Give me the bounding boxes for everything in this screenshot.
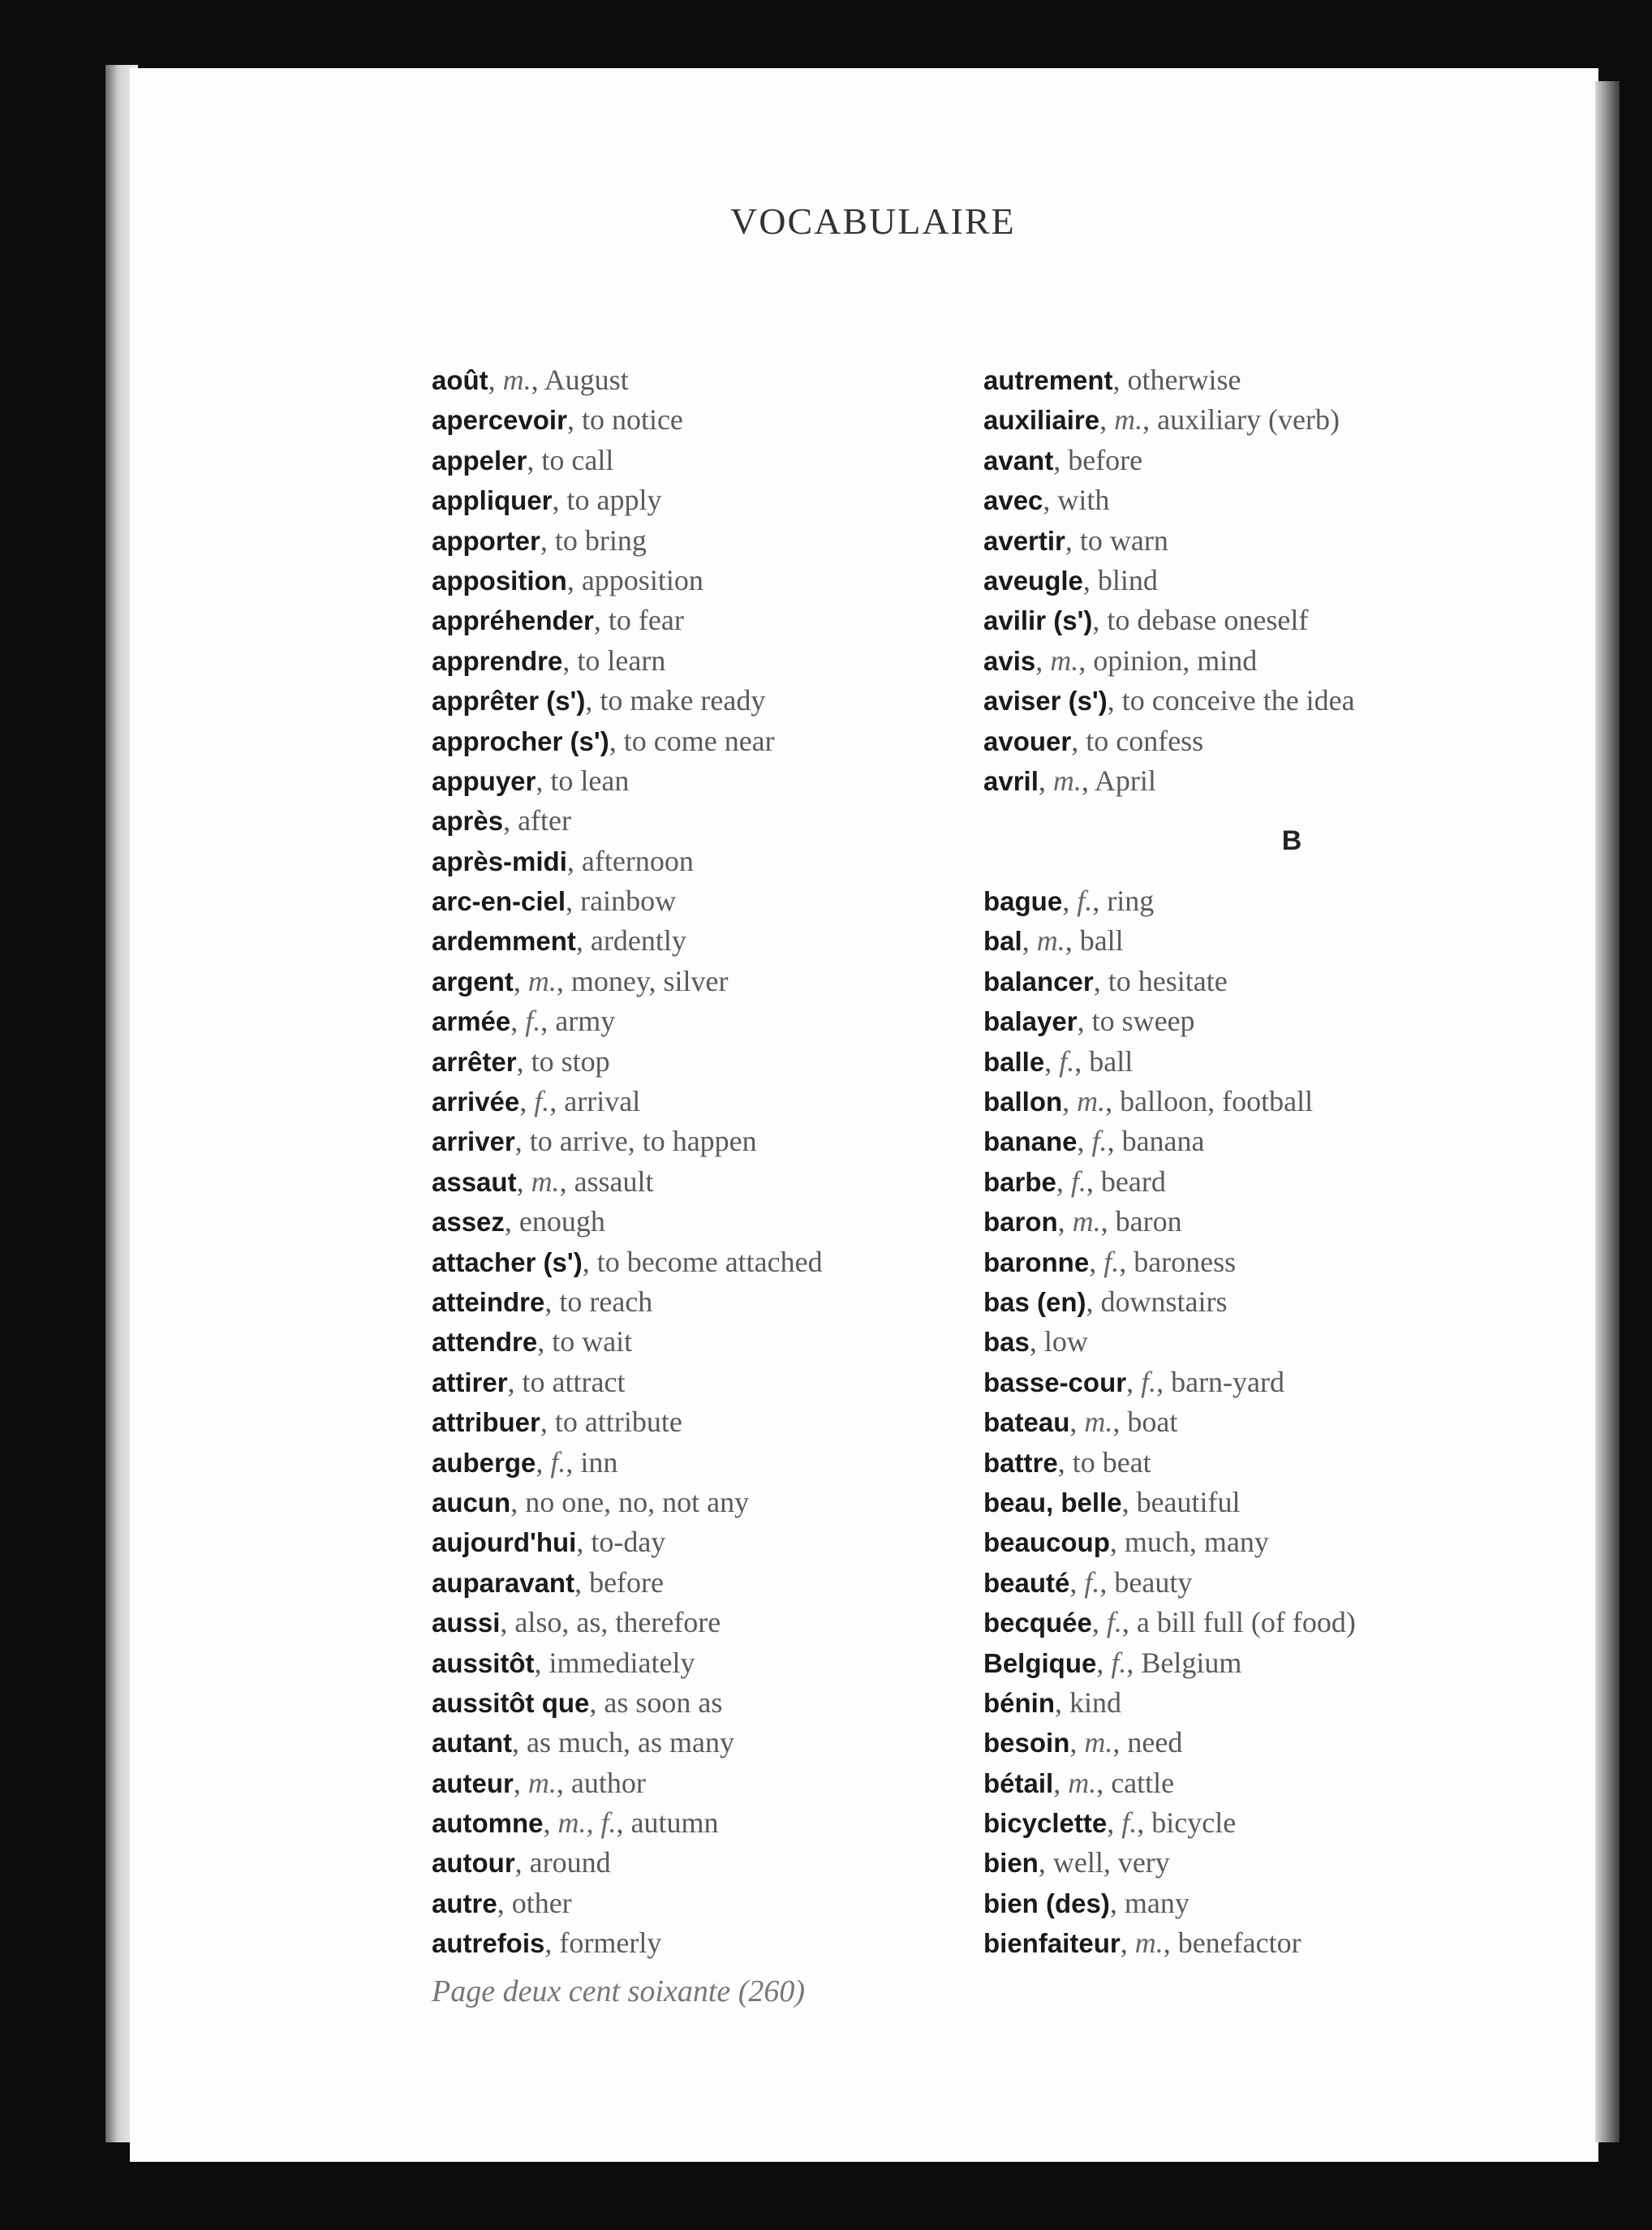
entry-headword: avouer: [983, 725, 1072, 756]
vocabulary-entry: apposition, apposition: [432, 563, 703, 596]
entry-headword: appréhender: [432, 605, 594, 636]
entry-definition: boat: [1127, 1406, 1178, 1439]
entry-headword: assaut: [432, 1166, 517, 1197]
vocabulary-entry: appréhender, to fear: [432, 604, 684, 637]
vocabulary-entry: avilir (s'), to debase oneself: [983, 604, 1309, 637]
vocabulary-column-right: [983, 360, 1600, 1964]
entry-definition: well, very: [1052, 1846, 1170, 1879]
entry-definition: autumn: [630, 1806, 719, 1840]
entry-definition: opinion, mind: [1093, 644, 1258, 677]
entry-gender: f.: [1103, 1245, 1120, 1278]
entry-gender: m.: [1084, 1726, 1113, 1759]
entry-headword: balayer: [983, 1006, 1078, 1037]
entry-gender: f.: [1084, 1565, 1100, 1599]
vocabulary-entry: autrefois, formerly: [432, 1926, 662, 1960]
entry-definition: ring: [1107, 885, 1155, 918]
entry-gender: f.: [1059, 1044, 1075, 1078]
vocabulary-entry: avouer, to confess: [983, 724, 1204, 757]
entry-gender: m.: [1084, 1406, 1113, 1439]
vocabulary-entry: arrêter, to stop: [432, 1044, 610, 1078]
page-right-edge: [1595, 81, 1620, 2142]
vocabulary-entry: après-midi, afternoon: [432, 844, 694, 877]
vocabulary-entry: besoin, m., need: [983, 1726, 1183, 1759]
entry-headword: bas: [983, 1327, 1030, 1358]
entry-headword: barbe: [983, 1166, 1056, 1197]
entry-definition: to debase oneself: [1107, 604, 1309, 637]
entry-headword: automne: [432, 1808, 544, 1839]
entry-definition: kind: [1069, 1685, 1122, 1719]
page-footer: Page deux cent soixante (260): [432, 1974, 806, 2008]
entry-headword: appeler: [432, 445, 527, 476]
entry-headword: autant: [432, 1728, 512, 1759]
entry-headword: bien (des): [983, 1888, 1110, 1918]
vocabulary-entry: avec, with: [983, 484, 1110, 517]
entry-gender: f.: [525, 1005, 541, 1038]
entry-definition: ardently: [590, 924, 686, 958]
vocabulary-entry: beau, belle, beautiful: [983, 1485, 1241, 1518]
vocabulary-entry: apercevoir, to notice: [432, 403, 683, 437]
vocabulary-entry: bague, f., ring: [983, 885, 1155, 918]
vocabulary-entry: basse-cour, f., barn-yard: [983, 1365, 1285, 1398]
entry-headword: arriver: [432, 1126, 515, 1157]
entry-headword: avec: [983, 485, 1043, 516]
entry-definition: banana: [1121, 1125, 1205, 1158]
entry-definition: around: [529, 1846, 611, 1879]
entry-definition: beauty: [1114, 1565, 1193, 1599]
entry-definition: balloon, football: [1120, 1085, 1314, 1118]
section-letter-b: B: [1281, 825, 1302, 857]
vocabulary-entry: battre, to beat: [983, 1445, 1151, 1479]
vocabulary-entry: ardemment, ardently: [432, 924, 686, 958]
entry-definition: benefactor: [1177, 1926, 1301, 1960]
entry-definition: to call: [541, 443, 614, 476]
vocabulary-entry: assaut, m., assault: [432, 1165, 654, 1198]
vocabulary-entry: atteindre, to reach: [432, 1285, 653, 1318]
entry-headword: ballon: [983, 1087, 1063, 1117]
entry-headword: avilir (s'): [983, 605, 1093, 636]
entry-definition: apposition: [581, 563, 703, 596]
entry-definition: ball: [1079, 924, 1124, 958]
entry-gender: m.: [1050, 644, 1079, 677]
entry-definition: otherwise: [1127, 364, 1241, 396]
entry-definition: to attribute: [554, 1406, 682, 1439]
entry-headword: appliquer: [432, 485, 553, 516]
entry-headword: appuyer: [432, 765, 536, 796]
vocabulary-entry: apprendre, to learn: [432, 644, 666, 677]
entry-definition: ball: [1089, 1044, 1134, 1078]
entry-definition: to apply: [566, 484, 662, 517]
entry-headword: après: [432, 806, 504, 837]
entry-gender: m.: [1077, 1085, 1106, 1118]
entry-headword: aucun: [432, 1487, 511, 1518]
vocabulary-entry: assez, enough: [432, 1205, 605, 1238]
vocabulary-entry: attacher (s'), to become attached: [432, 1245, 823, 1278]
entry-headword: argent: [432, 966, 514, 997]
entry-definition: beautiful: [1136, 1485, 1241, 1518]
entry-gender: f.: [550, 1445, 566, 1479]
vocabulary-entry: balle, f., ball: [983, 1044, 1134, 1078]
entry-definition: afternoon: [581, 844, 694, 877]
vocabulary-entry: aviser (s'), to conceive the idea: [983, 684, 1355, 717]
entry-gender: f.: [1077, 885, 1093, 918]
entry-headword: bétail: [983, 1767, 1054, 1798]
entry-gender: f.: [1106, 1606, 1122, 1639]
entry-definition: baroness: [1134, 1245, 1237, 1278]
entry-headword: aussitôt que: [432, 1687, 590, 1718]
entry-headword: beauté: [983, 1567, 1070, 1598]
vocabulary-entry: autant, as much, as many: [432, 1726, 734, 1759]
vocabulary-entry: bétail, m., cattle: [983, 1766, 1175, 1799]
entry-headword: bateau: [983, 1407, 1070, 1438]
entry-definition: auxiliary (verb): [1157, 403, 1340, 437]
vocabulary-entry: avant, before: [983, 443, 1143, 476]
vocabulary-entry: bien (des), many: [983, 1886, 1190, 1919]
vocabulary-entry: avertir, to warn: [983, 523, 1168, 557]
entry-headword: apporter: [432, 525, 540, 556]
entry-headword: balle: [983, 1046, 1045, 1077]
entry-headword: aviser (s'): [983, 686, 1108, 717]
entry-headword: attendre: [432, 1327, 538, 1358]
entry-definition: April: [1094, 764, 1156, 797]
entry-headword: balancer: [983, 966, 1094, 997]
vocabulary-entry: bas, low: [983, 1325, 1088, 1358]
vocabulary-entry: attribuer, to attribute: [432, 1406, 682, 1439]
entry-headword: beaucoup: [983, 1527, 1110, 1558]
vocabulary-entry: approcher (s'), to come near: [432, 724, 775, 757]
entry-definition: August: [544, 364, 629, 396]
entry-headword: bienfaiteur: [983, 1928, 1121, 1959]
entry-headword: baronne: [983, 1246, 1090, 1277]
entry-headword: autre: [432, 1888, 497, 1918]
entry-definition: formerly: [559, 1926, 662, 1960]
entry-headword: apprendre: [432, 645, 563, 676]
entry-definition: to bring: [554, 523, 647, 557]
entry-gender: f.: [1091, 1125, 1108, 1158]
entry-definition: Belgium: [1141, 1646, 1242, 1679]
entry-gender: f.: [1141, 1365, 1157, 1398]
entry-headword: basse-cour: [983, 1367, 1127, 1397]
entry-headword: bénin: [983, 1687, 1055, 1718]
entry-definition: to make ready: [600, 684, 766, 717]
vocabulary-entry: bas (en), downstairs: [983, 1285, 1228, 1318]
vocabulary-entry: avril, m., April: [983, 764, 1156, 797]
entry-definition: to hesitate: [1108, 964, 1228, 997]
entry-gender: m.: [1068, 1766, 1097, 1799]
entry-headword: apprêter (s'): [432, 686, 586, 717]
vocabulary-entry: bicyclette, f., bicycle: [983, 1806, 1237, 1840]
entry-gender: m.: [1036, 924, 1065, 958]
entry-headword: attirer: [432, 1367, 508, 1397]
entry-definition: barn-yard: [1171, 1365, 1285, 1398]
page-title: VOCABULAIRE: [730, 200, 1016, 242]
entry-definition: with: [1057, 484, 1110, 517]
vocabulary-entry: attendre, to wait: [432, 1325, 633, 1358]
entry-definition: after: [518, 804, 571, 837]
entry-definition: to become attached: [596, 1245, 823, 1278]
entry-definition: enough: [518, 1205, 605, 1238]
entry-headword: beau, belle: [983, 1487, 1122, 1518]
vocabulary-entry: autour, around: [432, 1846, 611, 1879]
entry-definition: bicycle: [1151, 1806, 1237, 1840]
entry-definition: to-day: [591, 1526, 666, 1559]
vocabulary-entry: bénin, kind: [983, 1685, 1122, 1719]
vocabulary-entry: auxiliaire, m., auxiliary (verb): [983, 403, 1340, 437]
entry-headword: bague: [983, 886, 1063, 917]
entry-headword: auberge: [432, 1447, 536, 1478]
entry-headword: bal: [983, 926, 1022, 957]
vocabulary-column-left: [432, 360, 983, 1964]
entry-definition: blind: [1097, 563, 1158, 596]
entry-gender: m.: [502, 364, 531, 396]
vocabulary-entry: Belgique, f., Belgium: [983, 1646, 1242, 1679]
entry-definition: to sweep: [1091, 1005, 1195, 1038]
entry-headword: aveugle: [983, 565, 1083, 596]
vocabulary-entry: arriver, to arrive, to happen: [432, 1125, 757, 1158]
entry-gender: f.: [1111, 1646, 1127, 1679]
entry-headword: approcher (s'): [432, 725, 609, 756]
entry-headword: attribuer: [432, 1407, 540, 1438]
entry-headword: avis: [983, 645, 1036, 676]
entry-headword: banane: [983, 1126, 1078, 1157]
entry-definition: low: [1043, 1325, 1088, 1358]
entry-definition: to reach: [559, 1285, 653, 1318]
entry-definition: assault: [574, 1165, 654, 1198]
entry-definition: as soon as: [604, 1685, 723, 1719]
entry-definition: to warn: [1079, 523, 1168, 557]
entry-definition: much, many: [1124, 1526, 1269, 1559]
entry-definition: other: [511, 1886, 572, 1919]
vocabulary-entry: apprêter (s'), to make ready: [432, 684, 766, 717]
entry-headword: apercevoir: [432, 405, 567, 436]
entry-definition: beard: [1100, 1165, 1166, 1198]
entry-definition: also, as, therefore: [514, 1606, 721, 1639]
vocabulary-entry: argent, m., money, silver: [432, 964, 729, 997]
entry-gender: f.: [534, 1085, 550, 1118]
entry-headword: bien: [983, 1848, 1039, 1879]
entry-definition: need: [1127, 1726, 1183, 1759]
entry-headword: autour: [432, 1848, 515, 1879]
vocabulary-entry: autre, other: [432, 1886, 572, 1919]
entry-definition: arrival: [564, 1085, 641, 1118]
vocabulary-entry: balayer, to sweep: [983, 1005, 1195, 1038]
vocabulary-entry: attirer, to attract: [432, 1365, 626, 1398]
entry-definition: a bill full (of food): [1136, 1606, 1356, 1639]
entry-headword: auxiliaire: [983, 405, 1100, 436]
entry-headword: Belgique: [983, 1647, 1097, 1678]
entry-headword: avertir: [983, 525, 1065, 556]
entry-headword: assez: [432, 1207, 505, 1238]
entry-gender: m.: [1072, 1205, 1101, 1238]
entry-headword: arrêter: [432, 1046, 517, 1077]
entry-definition: to attract: [522, 1365, 626, 1398]
vocabulary-entry: apporter, to bring: [432, 523, 647, 557]
entry-gender: m.: [527, 1766, 557, 1799]
entry-definition: as much, as many: [527, 1726, 734, 1759]
vocabulary-entry: becquée, f., a bill full (of food): [983, 1606, 1356, 1639]
vocabulary-entry: aussitôt, immediately: [432, 1646, 695, 1679]
vocabulary-entry: ballon, m., balloon, football: [983, 1085, 1314, 1118]
entry-gender: m.: [1114, 403, 1143, 437]
entry-gender: m.: [527, 964, 557, 997]
entry-definition: money, silver: [570, 964, 729, 997]
entry-headword: armée: [432, 1006, 511, 1037]
entry-definition: many: [1124, 1886, 1190, 1919]
entry-headword: auparavant: [432, 1567, 575, 1598]
vocabulary-entry: bienfaiteur, m., benefactor: [983, 1926, 1301, 1960]
entry-definition: no one, no, not any: [525, 1485, 750, 1518]
entry-definition: before: [1068, 443, 1143, 476]
vocabulary-entry: après, after: [432, 804, 571, 837]
entry-headword: aussi: [432, 1608, 501, 1638]
entry-definition: before: [589, 1565, 665, 1599]
entry-headword: aujourd'hui: [432, 1527, 577, 1558]
vocabulary-entry: auteur, m., author: [432, 1766, 646, 1799]
entry-gender: m.: [531, 1165, 560, 1198]
entry-definition: inn: [580, 1445, 618, 1479]
entry-gender: m., f.: [557, 1806, 617, 1840]
vocabulary-entry: banane, f., banana: [983, 1125, 1205, 1158]
entry-definition: to learn: [577, 644, 666, 677]
vocabulary-entry: bateau, m., boat: [983, 1406, 1178, 1439]
entry-headword: ardemment: [432, 926, 576, 957]
entry-definition: to fear: [608, 604, 684, 637]
entry-headword: besoin: [983, 1728, 1070, 1759]
entry-definition: to conceive the idea: [1121, 684, 1355, 717]
vocabulary-entry: aveugle, blind: [983, 563, 1158, 596]
entry-headword: bas (en): [983, 1287, 1086, 1317]
entry-gender: m.: [1134, 1926, 1164, 1960]
entry-headword: avant: [983, 445, 1054, 476]
entry-definition: to confess: [1086, 724, 1204, 757]
entry-definition: rainbow: [580, 885, 677, 918]
vocabulary-entry: armée, f., army: [432, 1005, 616, 1038]
entry-definition: baron: [1115, 1205, 1182, 1238]
vocabulary-entry: aussitôt que, as soon as: [432, 1685, 723, 1719]
entry-gender: f.: [1070, 1165, 1086, 1198]
entry-headword: après-midi: [432, 846, 567, 876]
vocabulary-entry: avis, m., opinion, mind: [983, 644, 1258, 677]
entry-definition: to lean: [550, 764, 630, 797]
entry-headword: bicyclette: [983, 1808, 1108, 1839]
entry-definition: to stop: [531, 1044, 610, 1078]
entry-gender: m.: [1052, 764, 1082, 797]
entry-headword: becquée: [983, 1608, 1092, 1638]
entry-headword: apposition: [432, 565, 567, 596]
vocabulary-entry: appliquer, to apply: [432, 484, 662, 517]
vocabulary-entry: auberge, f., inn: [432, 1445, 618, 1479]
vocabulary-entry: aujourd'hui, to-day: [432, 1526, 666, 1559]
entry-definition: to beat: [1072, 1445, 1151, 1479]
entry-headword: août: [432, 365, 488, 395]
vocabulary-entry: arrivée, f., arrival: [432, 1085, 641, 1118]
vocabulary-entry: autrement, otherwise: [983, 364, 1241, 396]
vocabulary-entry: barbe, f., beard: [983, 1165, 1166, 1198]
entry-definition: army: [555, 1005, 616, 1038]
entry-definition: to come near: [623, 724, 775, 757]
vocabulary-entry: automne, m., f., autumn: [432, 1806, 719, 1840]
entry-headword: attacher (s'): [432, 1246, 583, 1277]
entry-definition: author: [570, 1766, 646, 1799]
vocabulary-entry: beauté, f., beauty: [983, 1565, 1193, 1599]
entry-definition: to notice: [581, 403, 683, 437]
entry-definition: to wait: [552, 1325, 633, 1358]
vocabulary-entry: bien, well, very: [983, 1846, 1170, 1879]
entry-headword: arrivée: [432, 1087, 520, 1117]
vocabulary-entry: bal, m., ball: [983, 924, 1124, 958]
vocabulary-entry: baron, m., baron: [983, 1205, 1182, 1238]
entry-definition: immediately: [549, 1646, 695, 1679]
entry-headword: battre: [983, 1447, 1058, 1478]
vocabulary-entry: appuyer, to lean: [432, 764, 630, 797]
vocabulary-entry: août, m., August: [432, 364, 629, 396]
vocabulary-entry: aussi, also, as, therefore: [432, 1606, 721, 1639]
entry-headword: avril: [983, 765, 1039, 796]
entry-headword: atteindre: [432, 1286, 545, 1317]
entry-definition: to arrive, to happen: [529, 1125, 757, 1158]
entry-headword: autrement: [983, 365, 1113, 395]
entry-headword: arc-en-ciel: [432, 886, 566, 917]
vocabulary-entry: appeler, to call: [432, 443, 614, 476]
entry-headword: baron: [983, 1207, 1058, 1238]
vocabulary-entry: baronne, f., baroness: [983, 1245, 1237, 1278]
vocabulary-entry: auparavant, before: [432, 1565, 665, 1599]
vocabulary-entry: beaucoup, much, many: [983, 1526, 1269, 1559]
entry-definition: cattle: [1111, 1766, 1175, 1799]
entry-headword: aussitôt: [432, 1647, 535, 1678]
entry-definition: downstairs: [1100, 1285, 1228, 1318]
entry-headword: autrefois: [432, 1928, 545, 1959]
vocabulary-entry: aucun, no one, no, not any: [432, 1485, 750, 1518]
entry-headword: auteur: [432, 1767, 514, 1798]
vocabulary-entry: balancer, to hesitate: [983, 964, 1228, 997]
vocabulary-entry: arc-en-ciel, rainbow: [432, 885, 677, 918]
entry-gender: f.: [1121, 1806, 1138, 1840]
book-page: [130, 68, 1598, 2162]
